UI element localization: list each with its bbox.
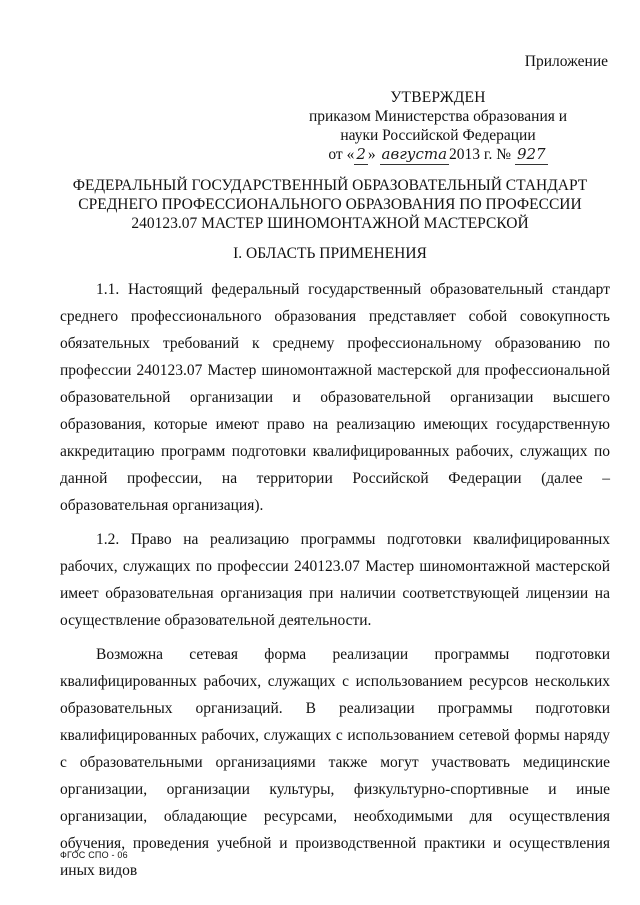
paragraph-1-1: 1.1. Настоящий федеральный государственный образовательный стандарт среднего профессионального образования представляет собой совокупность обязательных требований к среднему профессиональному образованию по профессии 240123.07 Мастер шиномонтажной мастерской для профессиональной образовательной организации и образовательной организации высшего образования, которые имеют право на реализацию имеющих государственную аккредитацию программ подготовки квалифицированных рабочих, служащих по данной профессии, на территории Российской Федерации (далее – образовательная организация). — [60, 281, 610, 514]
date-year: 2013 г. № — [449, 146, 512, 163]
order-line-2: науки Российской Федерации — [340, 127, 536, 144]
title-line-3: 240123.07 МАСТЕР ШИНОМОНТАЖНОЙ МАСТЕРСКОЙ — [131, 215, 529, 232]
date-mid: » — [367, 146, 376, 163]
section-body — [60, 276, 610, 891]
date-prefix: от « — [328, 146, 355, 163]
title-line-2: СРЕДНЕГО ПРОФЕССИОНАЛЬНОГО ОБРАЗОВАНИЯ ПО ПРОФЕССИИ — [78, 196, 582, 213]
document-title — [40, 176, 620, 233]
date-day-handwritten: 2 — [356, 145, 366, 163]
title-line-1: ФЕДЕРАЛЬНЫЙ ГОСУДАРСТВЕННЫЙ ОБРАЗОВАТЕЛЬНЫЙ СТАНДАРТ — [72, 177, 588, 194]
section-heading: I. ОБЛАСТЬ ПРИМЕНЕНИЯ — [233, 245, 427, 262]
order-line-1: приказом Министерства образования и — [308, 108, 568, 125]
appendix-label: Приложение — [524, 53, 608, 70]
order-number-handwritten: 927 — [516, 145, 546, 163]
order-date-line — [288, 145, 588, 165]
approved-heading: УТВЕРЖДЕН — [390, 89, 486, 106]
paragraph-1-2: 1.2. Право на реализацию программы подготовки квалифицированных рабочих, служащих по профессии 240123.07 Мастер шиномонтажной мастерской имеет образовательная организация при наличии соответствующей лицензии на осуществление образовательной деятельности. — [60, 531, 610, 629]
footer-code: ФГОС СПО - 06 — [60, 850, 128, 860]
paragraph-network-form: Возможна сетевая форма реализации программы подготовки квалифицированных рабочих, служащих с использованием ресурсов нескольких образовательных организаций. В реализации программы подготовки квалифицированных рабочих, служащих с использованием сетевой формы наряду с образовательными организациями также могут участвовать медицинские организации, организации культуры, физкультурно-спортивные и иные организации, обладающие ресурсами, необходимыми для осуществления обучения, проведения учебной и производственной практики и осуществления иных видов — [60, 646, 610, 879]
date-month-handwritten: августа — [381, 145, 448, 163]
approval-block — [288, 88, 588, 165]
